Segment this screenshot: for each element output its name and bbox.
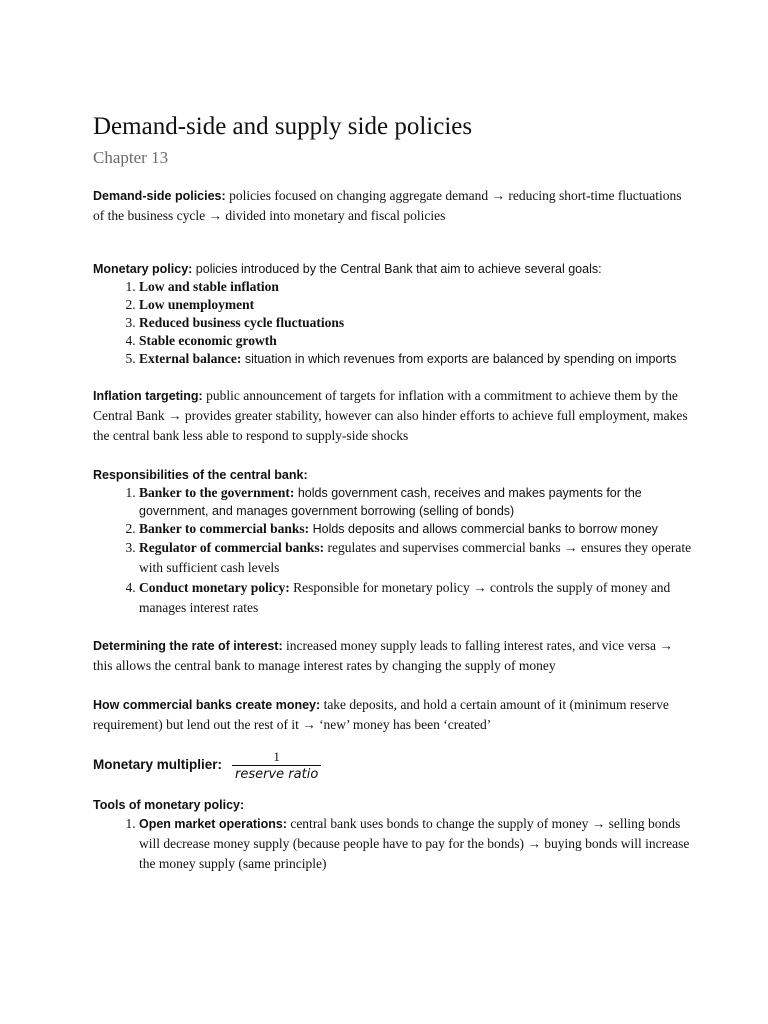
- list-item: [139, 814, 693, 874]
- list-item: [139, 578, 693, 618]
- multiplier-fraction: [232, 748, 321, 783]
- tools-list: [93, 814, 693, 874]
- central-bank-heading: Responsibilities of the central bank:: [93, 468, 308, 482]
- tool-1-text: central bank uses bonds to change the supply of money → selling bonds will decrease money supply (because people have to pay for the bonds) → buying bonds will increase the money supply (same principle): [139, 816, 690, 871]
- fraction-denominator: reserve ratio: [235, 767, 319, 782]
- monetary-multiplier: [93, 748, 693, 783]
- cb-item-4-text: Responsible for monetary policy → controls the supply of money and manages interest rates: [139, 580, 671, 615]
- page-title: Demand-side and supply side policies: [93, 113, 473, 140]
- inflation-targeting-paragraph: [93, 386, 693, 446]
- inflation-targeting-term: Inflation targeting:: [93, 389, 203, 403]
- fraction-numerator: 1: [232, 748, 321, 766]
- cb-item-3-text: regulates and supervises commercial banks → ensures they operate with sufficient cash levels: [139, 540, 692, 575]
- commercial-banks-text: take deposits, and hold a certain amount of it (minimum reserve requirement) but lend out the rest of it → ‘new’ money has been ‘created’: [93, 697, 669, 732]
- cb-item-1-label: Banker to the government:: [139, 485, 295, 500]
- interest-rate-paragraph: [93, 636, 693, 676]
- cb-item-4-label: Conduct monetary policy:: [139, 580, 290, 595]
- inflation-targeting-text: public announcement of targets for inflation with a commitment to achieve them by the Central Bank → provides greater stability, however can also hinder efforts to achieve full employment, makes the central bank less able to respond to supply-side shocks: [93, 388, 688, 443]
- goal-5-text: situation in which revenues from exports are balanced by spending on imports: [241, 352, 677, 366]
- interest-rate-text: increased money supply leads to falling interest rates, and vice versa → this allows the central bank to manage interest rates by changing the supply of money: [93, 638, 673, 673]
- list-item: [139, 278, 693, 296]
- list-item: [139, 538, 693, 578]
- demand-side-term: Demand-side policies:: [93, 189, 226, 203]
- goal-4-label: Stable economic growth: [139, 333, 277, 348]
- document-page: [93, 112, 693, 874]
- commercial-banks-paragraph: [93, 695, 693, 735]
- goal-1-label: Low and stable inflation: [139, 279, 279, 294]
- monetary-policy-paragraph: [93, 260, 693, 278]
- cb-item-1-text: holds government cash, receives and makes payments for the government, and manages government borrowing (selling of bonds): [139, 486, 642, 518]
- cb-item-2-label: Banker to commercial banks:: [139, 521, 310, 536]
- list-item: [139, 332, 693, 350]
- goal-5-label: External balance:: [139, 351, 242, 366]
- monetary-goals-list: [93, 278, 693, 368]
- list-item: [139, 484, 693, 520]
- monetary-multiplier-term: Monetary multiplier:: [93, 757, 223, 773]
- tool-1-label: Open market operations:: [139, 817, 287, 831]
- list-item: [139, 296, 693, 314]
- list-item: [139, 314, 693, 332]
- demand-side-paragraph: [93, 186, 693, 226]
- goal-2-label: Low unemployment: [139, 297, 255, 312]
- tools-heading: Tools of monetary policy:: [93, 798, 245, 812]
- monetary-policy-text: policies introduced by the Central Bank that aim to achieve several goals:: [192, 262, 602, 276]
- list-item: [139, 520, 693, 538]
- cb-item-3-label: Regulator of commercial banks:: [139, 540, 325, 555]
- interest-rate-term: Determining the rate of interest:: [93, 639, 283, 653]
- commercial-banks-term: How commercial banks create money:: [93, 698, 321, 712]
- demand-side-text: policies focused on changing aggregate demand → reducing short-time fluctuations of the business cycle → divided into monetary and fiscal policies: [93, 188, 682, 223]
- cb-item-2-text: Holds deposits and allows commercial banks to borrow money: [309, 522, 658, 536]
- monetary-policy-term: Monetary policy:: [93, 262, 193, 276]
- list-item: [139, 350, 693, 368]
- chapter-subtitle: Chapter 13: [93, 148, 169, 167]
- goal-3-label: Reduced business cycle fluctuations: [139, 315, 345, 330]
- central-bank-list: [93, 484, 693, 618]
